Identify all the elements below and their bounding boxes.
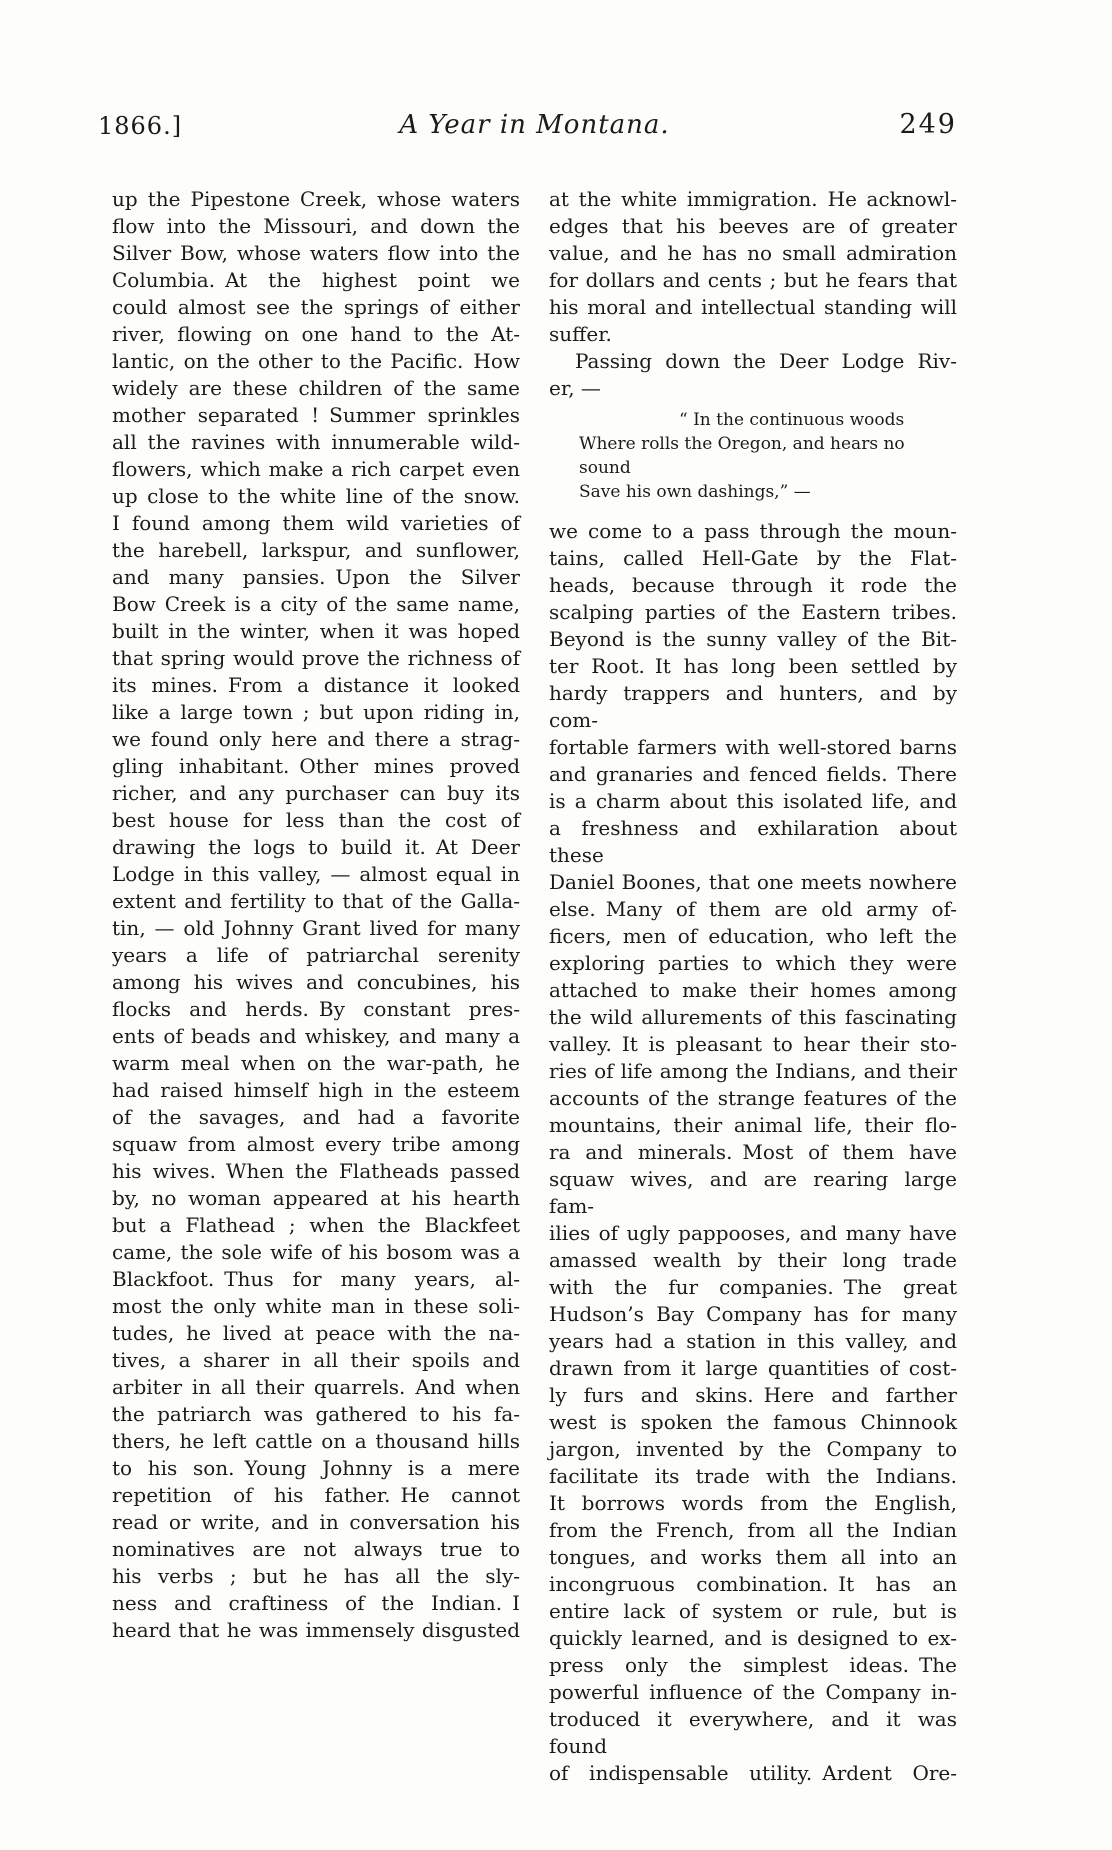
page-header bbox=[98, 109, 957, 144]
text-line: scalping parties of the Eastern tribes. bbox=[549, 600, 957, 624]
text-line: amassed wealth by their long trade bbox=[549, 1248, 957, 1272]
text-line: his wives. When the Flatheads passed bbox=[112, 1159, 520, 1183]
text-line: like a large town ; but upon riding in, bbox=[112, 700, 520, 724]
text-line: extent and fertility to that of the Galla- bbox=[112, 889, 520, 913]
running-title: A Year in Montana. bbox=[399, 110, 670, 140]
column-left bbox=[112, 186, 520, 1787]
text-line: ents of beads and whiskey, and many a bbox=[112, 1024, 520, 1048]
text-line: at the white immigration. He acknowl- bbox=[549, 187, 957, 211]
text-line: to his son. Young Johnny is a mere bbox=[112, 1456, 520, 1480]
text-line: by, no woman appeared at his hearth bbox=[112, 1186, 520, 1210]
text-line: read or write, and in conversation his bbox=[112, 1510, 520, 1534]
text-line: jargon, invented by the Company to bbox=[549, 1437, 957, 1461]
text-line: the wild allurements of this fascinating bbox=[549, 1005, 957, 1029]
text-line: of indispensable utility. Ardent Ore- bbox=[549, 1761, 957, 1785]
edition-year: 1866.] bbox=[98, 112, 183, 140]
text-line: suffer. bbox=[549, 322, 612, 346]
quote-line: “ In the continuous woods bbox=[679, 410, 905, 430]
text-line: tives, a sharer in all their spoils and bbox=[112, 1348, 520, 1372]
text-line: powerful influence of the Company in- bbox=[549, 1680, 957, 1704]
text-line: its mines. From a distance it looked bbox=[112, 673, 520, 697]
text-line: flocks and herds. By constant pres- bbox=[112, 997, 520, 1021]
text-line: It borrows words from the English, bbox=[549, 1491, 957, 1515]
text-line: I found among them wild varieties of bbox=[112, 511, 520, 535]
text-line: Columbia. At the highest point we bbox=[112, 268, 520, 292]
text-line: incongruous combination. It has an bbox=[549, 1572, 957, 1596]
text-line: could almost see the springs of either bbox=[112, 295, 520, 319]
text-line: ter Root. It has long been settled by bbox=[549, 654, 957, 678]
text-line: but a Flathead ; when the Blackfeet bbox=[112, 1213, 520, 1237]
text-line: Bow Creek is a city of the same name, bbox=[112, 592, 520, 616]
column-right bbox=[549, 186, 957, 1787]
text-line: else. Many of them are old army of- bbox=[549, 897, 957, 921]
text-line: tains, called Hell-Gate by the Flat- bbox=[549, 546, 957, 570]
text-line: hardy trappers and hunters, and by com- bbox=[549, 681, 957, 732]
text-line: ra and minerals. Most of them have bbox=[549, 1140, 957, 1164]
quote-line: Where rolls the Oregon, and hears no sound bbox=[579, 434, 905, 478]
text-line: entire lack of system or rule, but is bbox=[549, 1599, 957, 1623]
text-line: for dollars and cents ; but he fears that bbox=[549, 268, 957, 292]
text-line: Beyond is the sunny valley of the Bit- bbox=[549, 627, 957, 651]
text-line: lantic, on the other to the Pacific. How bbox=[112, 349, 520, 373]
text-line: Silver Bow, whose waters flow into the bbox=[112, 241, 520, 265]
text-line: and many pansies. Upon the Silver bbox=[112, 565, 520, 589]
text-line: drawing the logs to build it. At Deer bbox=[112, 835, 520, 859]
text-line: ficers, men of education, who left the bbox=[549, 924, 957, 948]
quote-line: Save his own dashings,” — bbox=[579, 482, 811, 502]
text-line: ilies of ugly pappooses, and many have bbox=[549, 1221, 957, 1245]
text-line: his verbs ; but he has all the sly- bbox=[112, 1564, 520, 1588]
text-line: and granaries and fenced fields. There bbox=[549, 762, 957, 786]
text-line: a freshness and exhilaration about these bbox=[549, 816, 957, 867]
text-line: gling inhabitant. Other mines proved bbox=[112, 754, 520, 778]
text-line: ly furs and skins. Here and farther bbox=[549, 1383, 957, 1407]
text-line: value, and he has no small admiration bbox=[549, 241, 957, 265]
text-line: we come to a pass through the moun- bbox=[549, 519, 957, 543]
text-line: Blackfoot. Thus for many years, al- bbox=[112, 1267, 520, 1291]
text-line: the harebell, larkspur, and sunflower, bbox=[112, 538, 520, 562]
text-line: had raised himself high in the esteem bbox=[112, 1078, 520, 1102]
text-line: quickly learned, and is designed to ex- bbox=[549, 1626, 957, 1650]
text-line: among his wives and concubines, his bbox=[112, 970, 520, 994]
text-line: years a life of patriarchal serenity bbox=[112, 943, 520, 967]
text-line: all the ravines with innumerable wild- bbox=[112, 430, 520, 454]
text-line: of the savages, and had a favorite bbox=[112, 1105, 520, 1129]
text-line: Lodge in this valley, — almost equal in bbox=[112, 862, 520, 886]
text-line: squaw wives, and are rearing large fam- bbox=[549, 1167, 957, 1218]
text-line: drawn from it large quantities of cost- bbox=[549, 1356, 957, 1380]
text-line: that spring would prove the richness of bbox=[112, 646, 520, 670]
text-line: his moral and intellectual standing will bbox=[549, 295, 957, 319]
text-line: west is spoken the famous Chinnook bbox=[549, 1410, 957, 1434]
text-line: heard that he was immensely disgusted bbox=[112, 1618, 520, 1642]
text-line: we found only here and there a strag- bbox=[112, 727, 520, 751]
text-line: with the fur companies. The great bbox=[549, 1275, 957, 1299]
text-line: Daniel Boones, that one meets nowhere bbox=[549, 870, 957, 894]
text-line: best house for less than the cost of bbox=[112, 808, 520, 832]
text-line: warm meal when on the war-path, he bbox=[112, 1051, 520, 1075]
text-line: nominatives are not always true to bbox=[112, 1537, 520, 1561]
text-line: arbiter in all their quarrels. And when bbox=[112, 1375, 520, 1399]
text-line: tin, — old Johnny Grant lived for many bbox=[112, 916, 520, 940]
text-line: ries of life among the Indians, and their bbox=[549, 1059, 957, 1083]
text-line: er, — bbox=[549, 376, 601, 400]
text-line: richer, and any purchaser can buy its bbox=[112, 781, 520, 805]
text-line: built in the winter, when it was hoped bbox=[112, 619, 520, 643]
text-line: attached to make their homes among bbox=[549, 978, 957, 1002]
text-line: widely are these children of the same bbox=[112, 376, 520, 400]
text-line: tongues, and works them all into an bbox=[549, 1545, 957, 1569]
text-line: is a charm about this isolated life, and bbox=[549, 789, 957, 813]
text-line: the patriarch was gathered to his fa- bbox=[112, 1402, 520, 1426]
text-line: repetition of his father. He cannot bbox=[112, 1483, 520, 1507]
text-line: ness and craftiness of the Indian. I bbox=[112, 1591, 520, 1615]
text-line: Hudson’s Bay Company has for many bbox=[549, 1302, 957, 1326]
text-line: up close to the white line of the snow. bbox=[112, 484, 520, 508]
text-line: accounts of the strange features of the bbox=[549, 1086, 957, 1110]
text-line: troduced it everywhere, and it was found bbox=[549, 1707, 957, 1758]
text-line: valley. It is pleasant to hear their sto- bbox=[549, 1032, 957, 1056]
text-line: mountains, their animal life, their flo- bbox=[549, 1113, 957, 1137]
text-line: squaw from almost every tribe among bbox=[112, 1132, 520, 1156]
text-line: edges that his beeves are of greater bbox=[549, 214, 957, 238]
text-line: press only the simplest ideas. The bbox=[549, 1653, 957, 1677]
text-line: thers, he left cattle on a thousand hills bbox=[112, 1429, 520, 1453]
text-line: river, flowing on one hand to the At- bbox=[112, 322, 520, 346]
text-line: facilitate its trade with the Indians. bbox=[549, 1464, 957, 1488]
text-line: heads, because through it rode the bbox=[549, 573, 957, 597]
text-line: from the French, from all the Indian bbox=[549, 1518, 957, 1542]
text-line: came, the sole wife of his bosom was a bbox=[112, 1240, 520, 1264]
text-line: mother separated ! Summer sprinkles bbox=[112, 403, 520, 427]
page-number: 249 bbox=[899, 109, 957, 140]
text-line: years had a station in this valley, and bbox=[549, 1329, 957, 1353]
text-line: flowers, which make a rich carpet even bbox=[112, 457, 520, 481]
text-line: flow into the Missouri, and down the bbox=[112, 214, 520, 238]
text-line: Passing down the Deer Lodge Riv- bbox=[575, 349, 957, 373]
text-line: fortable farmers with well-stored barns bbox=[549, 735, 957, 759]
text-line: most the only white man in these soli- bbox=[112, 1294, 520, 1318]
text-columns bbox=[112, 186, 957, 1787]
text-line: up the Pipestone Creek, whose waters bbox=[112, 187, 520, 211]
text-line: exploring parties to which they were bbox=[549, 951, 957, 975]
text-line: tudes, he lived at peace with the na- bbox=[112, 1321, 520, 1345]
